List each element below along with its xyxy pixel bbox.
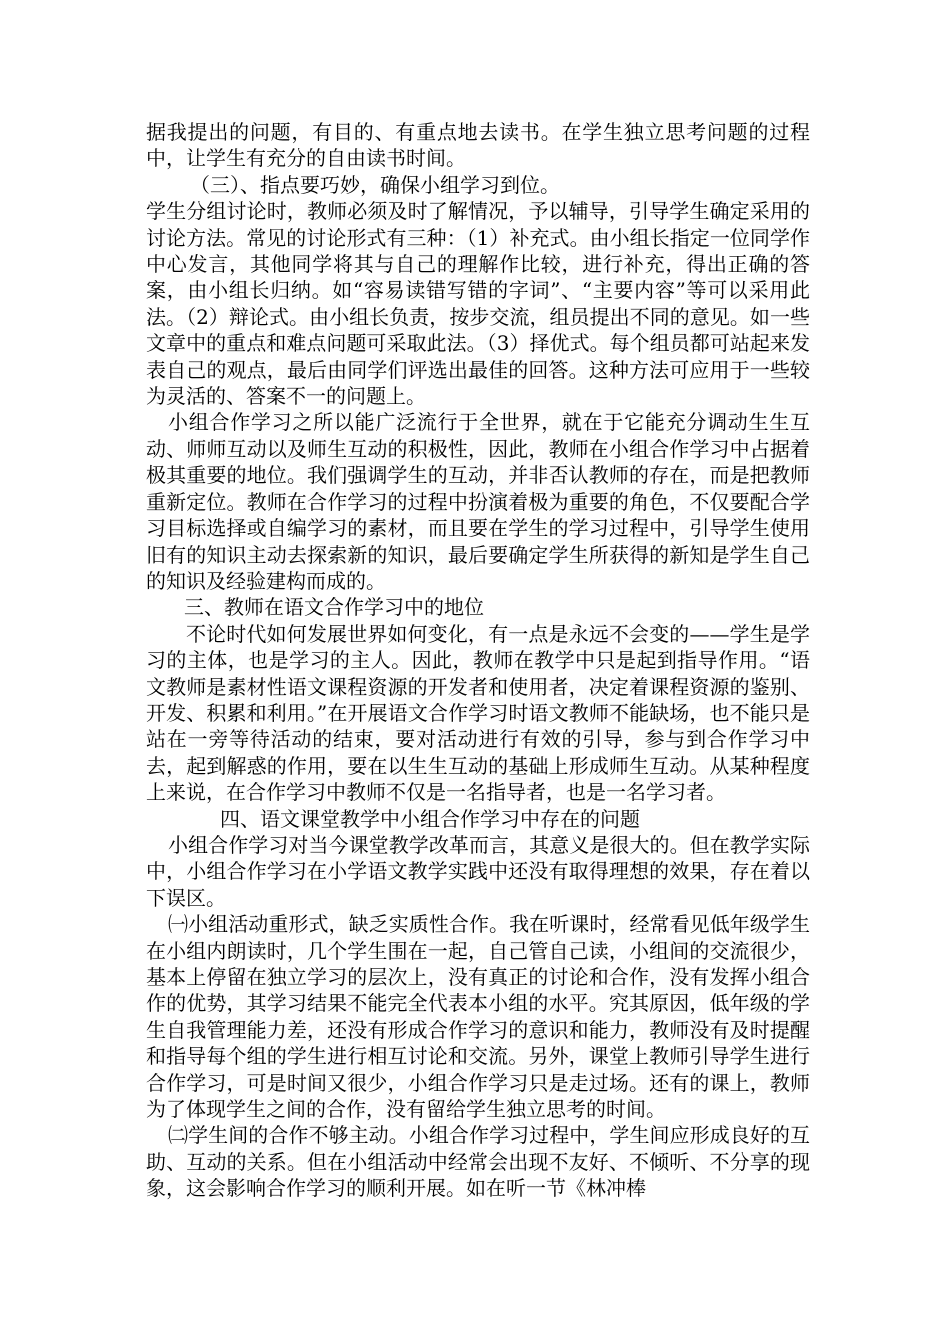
- paragraph-problems-intro: 小组合作学习对当今课堂教学改革而言，其意义是很大的。但在教学实际中，小组合作学习在小学语文教学实践中还没有取得理想的效果，存在着以下误区。: [146, 832, 810, 910]
- paragraph-problem-two: ㈡学生间的合作不够主动。小组合作学习过程中，学生间应形成良好的互助、互动的关系。但在小组活动中经常会出现不友好、不倾听、不分享的现象，这会影响合作学习的顺利开展。如在听一节《林冲棒: [146, 1123, 810, 1201]
- paragraph-problem-one: ㈠小组活动重形式，缺乏实质性合作。我在听课时，经常看见低年级学生在小组内朗读时，几个学生围在一起，自己管自己读，小组间的交流很少，基本上停留在独立学习的层次上，没有真正的讨论和合作，没有发挥小组合作的优势，其学习结果不能完全代表本小组的水平。究其原因，低年级的学生自我管理能力差，还没有形成合作学习的意识和能力，教师没有及时提醒和指导每个组的学生进行相互讨论和交流。另外，课堂上教师引导学生进行合作学习，可是时间又很少，小组合作学习只是走过场。还有的课上，教师为了体现学生之间的合作，没有留给学生独立思考的时间。: [146, 912, 810, 1122]
- heading-guidance: （三）、指点要巧妙，确保小组学习到位。: [190, 172, 560, 197]
- heading-section-four: 四、语文课堂教学中小组合作学习中存在的问题: [220, 806, 640, 831]
- paragraph-student-subject: 不论时代如何发展世界如何变化，有一点是永远不会变的——学生是学习的主体，也是学习的主人。因此，教师在教学中只是起到指导作用。“语文教师是素材性语文课程资源的开发者和使用者，决定着课程资源的鉴别、开发、积累和利用。”在开展语文合作学习时语文教师不能缺场，也不能只是站在一旁等待活动的结束，要对活动进行有效的引导，参与到合作学习中去，起到解惑的作用，要在以生生互动的基础上形成师生互动。从某种程度上来说，在合作学习中教师不仅是一名指导者，也是一名学习者。: [146, 621, 810, 805]
- document-page: [146, 119, 810, 1202]
- paragraph-reading-time: 据我提出的问题，有目的、有重点地去读书。在学生独立思考问题的过程中，让学生有充分的自由读书时间。: [146, 120, 810, 171]
- heading-section-three: 三、教师在语文合作学习中的地位: [184, 595, 484, 620]
- paragraph-teacher-role: 小组合作学习之所以能广泛流行于全世界，就在于它能充分调动生生互动、师师互动以及师生互动的积极性，因此，教师在小组合作学习中占据着极其重要的地位。我们强调学生的互动，并非否认教师的存在，而是把教师重新定位。教师在合作学习的过程中扮演着极为重要的角色，不仅要配合学习目标选择或自编学习的素材，而且要在学生的学习过程中，引导学生使用旧有的知识主动去探索新的知识，最后要确定学生所获得的新知是学生自己的知识及经验建构而成的。: [146, 410, 810, 593]
- paragraph-discussion-forms: 学生分组讨论时，教师必须及时了解情况，予以辅导，引导学生确定采用的讨论方法。常见的讨论形式有三种：（1）补充式。由小组长指定一位同学作中心发言，其他同学将其与自己的理解作比较，进行补充，得出正确的答案，由小组长归纳。如“容易读错写错的字词”、“主要内容”等可以采用此法。（2）辩论式。由小组长负责，按步交流，组员提出不同的意见。如一些文章中的重点和难点问题可采取此法。（3）择优式。每个组员都可站起来发表自己的观点，最后由同学们评选出最佳的回答。这种方法可应用于一些较为灵活的、答案不一的问题上。: [146, 199, 810, 409]
